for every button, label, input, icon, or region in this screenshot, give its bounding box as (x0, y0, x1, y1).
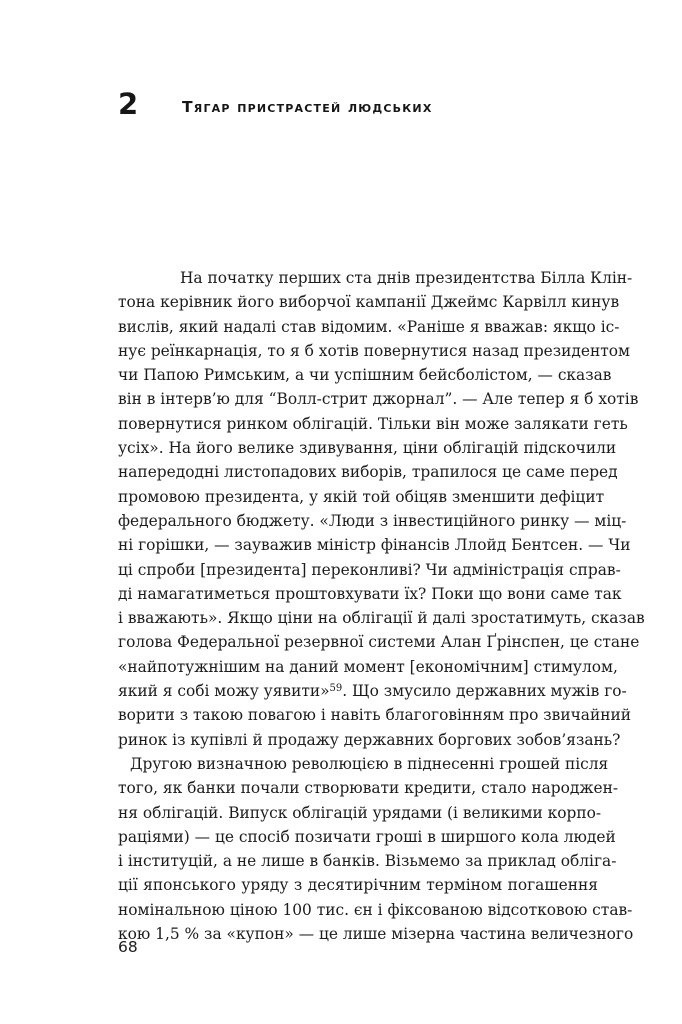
text-line: ня облігацій. Випуск облігацій урядами (і великими корпо- (118, 803, 602, 822)
text-line: і вважають». Якщо ціни на облігації й далі зростатимуть, сказав (118, 609, 645, 628)
text-line: тона керівник його виборчої кампанії Джеймс Карвілл кинув (118, 293, 620, 312)
text-line: чи Папою Римським, а чи успішним бейсболістом, — сказав (118, 366, 612, 385)
text-line: федерального бюджету. «Люди з інвестиційного ринку — міц- (118, 511, 627, 530)
text-line: ці спроби [президента] переконливі? Чи адміністрація справ- (118, 560, 621, 579)
text-line: повернутися ринком облігацій. Тільки він може залякати геть (118, 414, 628, 433)
text-fragment: який я собі можу уявити» (118, 682, 330, 701)
chapter-number: 2 (118, 87, 139, 121)
text-line: того, як банки почали створювати кредити, стало народжен- (118, 779, 619, 798)
paragraph-2 (118, 752, 634, 946)
text-line: номінальною ціною 100 тис. єн і фіксованою відсотковою став- (118, 900, 633, 919)
text-line: раціями) — це спосіб позичати гроші в ширшого кола людей (118, 827, 616, 846)
text-line-with-footnote (118, 679, 627, 703)
text-line: ні горішки, — зауважив міністр фінансів Ллойд Бентсен. — Чи (118, 536, 631, 555)
page-number: 68 (118, 938, 138, 956)
text-line: На початку перших ста днів президентства Білла Клін- (180, 269, 633, 287)
text-fragment: . Що змусило державних мужів го- (342, 682, 627, 701)
text-line: нує реїнкарнація, то я б хотів повернутися назад президентом (118, 341, 631, 360)
chapter-title: Тягар пристрастей людських (182, 98, 433, 116)
text-line: кою 1,5 % за «купон» — це лише мізерна частина величезного (118, 925, 634, 944)
text-line: ворити з такою повагою і навіть благоговінням про звичайний (118, 706, 631, 725)
text-line: вислів, який надалі став відомим. «Раніше я вважав: якщо іс- (118, 317, 620, 336)
text-line: ринок із купівлі й продажу державних боргових зобов’язань? (118, 730, 621, 749)
text-line: ді намагатиметься проштовхувати їх? Поки що вони саме так (118, 584, 622, 603)
body-text (118, 266, 645, 946)
text-line: і інституцій, а не лише в банків. Візьмемо за приклад облігa- (118, 852, 617, 871)
text-line: ції японського уряду з десятирічним терміном погашення (118, 876, 598, 895)
text-line: «найпотужнішим на даний момент [економічним] стимулом, (118, 657, 618, 676)
text-line: Другою визначною революцією в піднесенні грошей після (130, 754, 609, 773)
paragraph-1 (118, 266, 645, 752)
footnote-mark: 59 (329, 683, 343, 695)
text-line: напередодні листопадових виборів, трапилося це саме перед (118, 463, 618, 482)
text-line: голова Федеральної резервної системи Алан Ґрінспен, це стане (118, 633, 640, 652)
text-line: він в інтерв’ю для “Волл-стрит джорнал”. — Але тепер я б хотів (118, 390, 639, 409)
text-line: промовою президента, у якій той обіцяв зменшити дефіцит (118, 487, 605, 506)
text-line: усіх». На його велике здивування, ціни облігацій підскочили (118, 439, 617, 458)
